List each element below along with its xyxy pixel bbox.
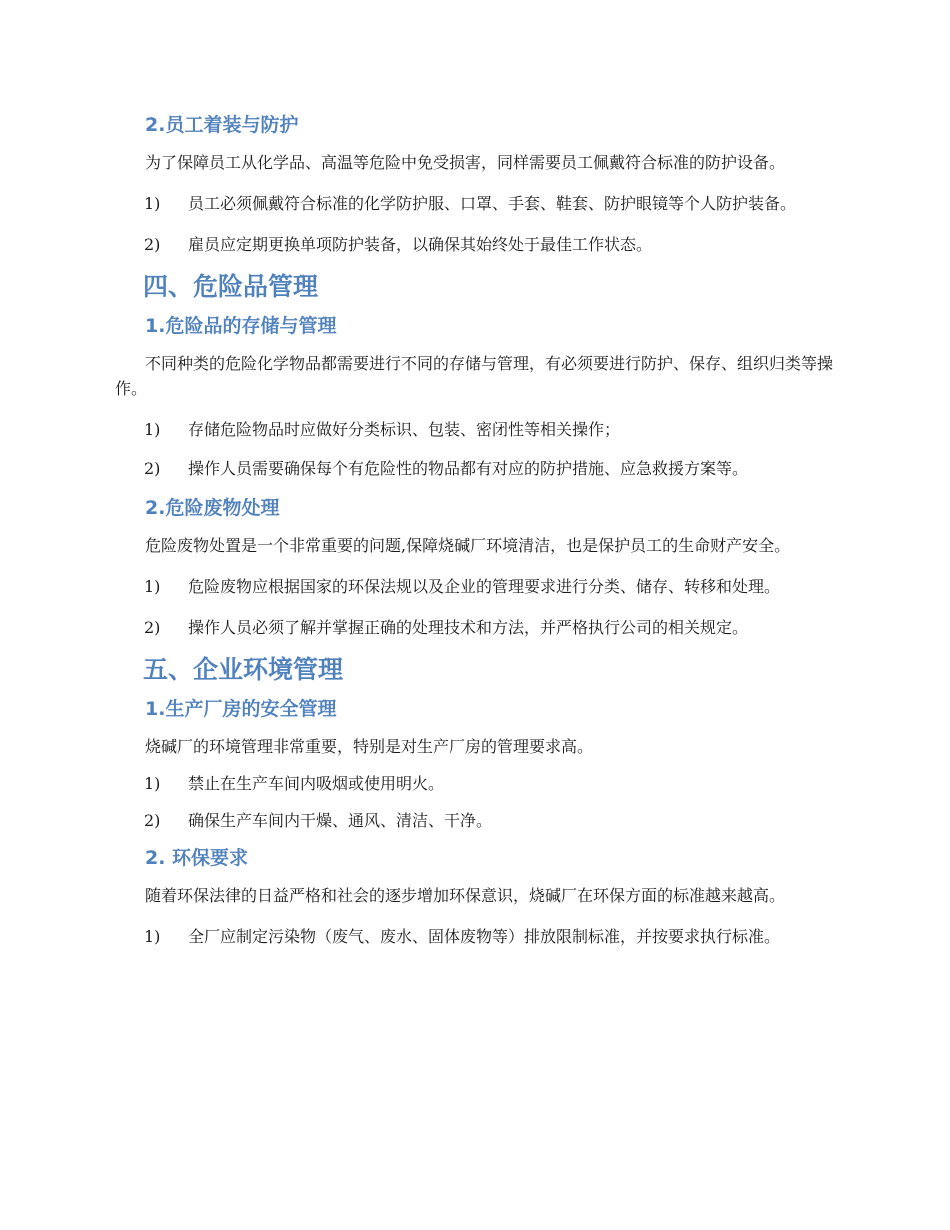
document-page	[113, 108, 840, 949]
list-text: 雇员应定期更换单项防护装备，以确保其始终处于最佳工作状态。	[188, 235, 653, 254]
paragraph: 危险废物处置是一个非常重要的问题,保障烧碱厂环境清洁，也是保护员工的生命财产安全。	[145, 536, 791, 555]
heading-environment: 五、企业环境管理	[143, 655, 344, 684]
list-number: 1)	[144, 774, 161, 793]
list-item	[113, 232, 840, 257]
list-text: 操作人员需要确保每个有危险性的物品都有对应的防护措施、应急救援方案等。	[188, 459, 749, 478]
list-item	[113, 191, 840, 216]
list-number: 1)	[144, 194, 161, 213]
list-number: 2)	[144, 459, 161, 478]
list-item	[113, 615, 840, 640]
heading-storage: 1.危险品的存储与管理	[145, 315, 337, 337]
list-text: 危险废物应根据国家的环保法规以及企业的管理要求进行分类、储存、转移和处理。	[188, 577, 781, 596]
list-number: 1)	[144, 577, 161, 596]
list-item	[113, 771, 840, 796]
list-item	[113, 456, 840, 481]
list-text: 存储危险物品时应做好分类标识、包装、密闭性等相关操作；	[188, 420, 621, 439]
list-number: 2)	[144, 618, 161, 637]
heading-env-requirements: 2. 环保要求	[145, 847, 249, 869]
list-number: 2)	[144, 811, 161, 830]
paragraph: 不同种类的危险化学物品都需要进行不同的存储与管理，有必须要进行防护、保存、组织归类等操作。	[115, 354, 834, 398]
list-number: 1)	[144, 927, 161, 946]
paragraph: 烧碱厂的环境管理非常重要，特别是对生产厂房的管理要求高。	[145, 737, 594, 756]
list-number: 1)	[144, 420, 161, 439]
list-item	[113, 417, 840, 442]
heading-hazardous-goods: 四、危险品管理	[143, 272, 319, 301]
list-text: 确保生产车间内干燥、通风、清洁、干净。	[188, 811, 493, 830]
heading-waste: 2.危险废物处理	[145, 497, 280, 519]
paragraph: 随着环保法律的日益严格和社会的逐步增加环保意识，烧碱厂在环保方面的标准越来越高。	[145, 886, 786, 905]
list-text: 禁止在生产车间内吸烟或使用明火。	[188, 774, 445, 793]
list-number: 2)	[144, 235, 161, 254]
list-text: 操作人员必须了解并掌握正确的处理技术和方法，并严格执行公司的相关规定。	[188, 618, 749, 637]
list-item	[113, 808, 840, 833]
heading-plant-safety: 1.生产厂房的安全管理	[145, 698, 337, 720]
paragraph: 为了保障员工从化学品、高温等危险中免受损害，同样需要员工佩戴符合标准的防护设备。	[145, 153, 786, 172]
heading-staff-protection: 2.员工着装与防护	[145, 114, 299, 136]
list-item	[113, 574, 840, 599]
list-text: 员工必须佩戴符合标准的化学防护服、口罩、手套、鞋套、防护眼镜等个人防护装备。	[188, 194, 797, 213]
list-text: 全厂应制定污染物（废气、废水、固体废物等）排放限制标准，并按要求执行标准。	[188, 927, 781, 946]
list-item	[113, 924, 840, 949]
